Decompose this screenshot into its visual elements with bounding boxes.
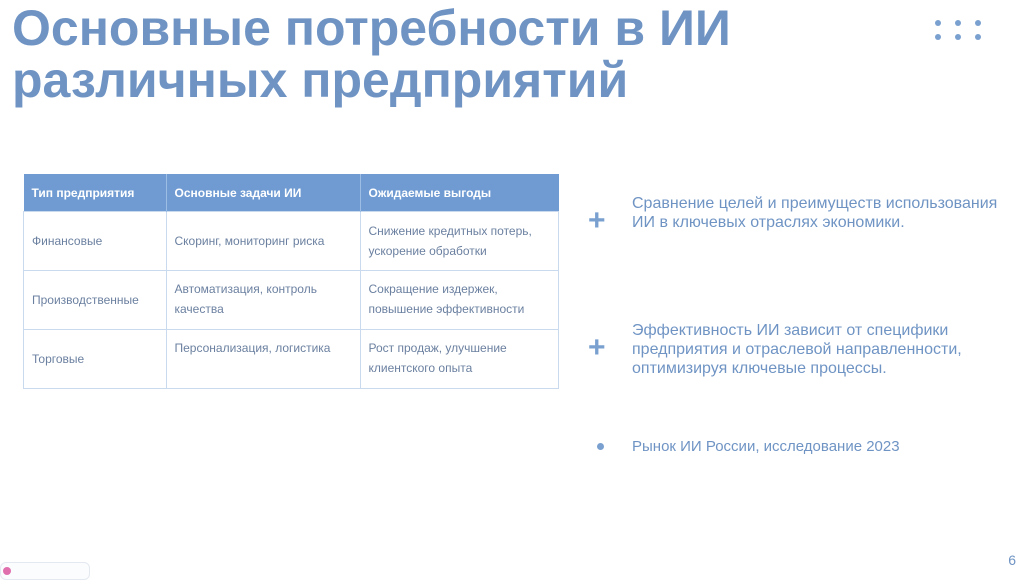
table-row	[24, 330, 559, 389]
table-cell: Автоматизация, контроль качества	[166, 271, 360, 330]
plus-icon: +	[588, 331, 606, 364]
table-cell: Снижение кредитных потерь, ускорение обработки	[360, 212, 559, 271]
table-cell: Производственные	[24, 271, 167, 330]
table-cell: Финансовые	[24, 212, 167, 271]
dot-icon	[597, 443, 604, 450]
slide-title	[12, 2, 731, 106]
header-ai-tasks: Основные задачи ИИ	[166, 174, 360, 212]
title-line-1: Основные потребности в ИИ	[12, 0, 731, 56]
title-line-2: различных предприятий	[12, 52, 629, 108]
enterprise-needs-table	[23, 174, 559, 389]
table-cell: Рост продаж, улучшение клиентского опыта	[360, 330, 559, 389]
table-cell: Торговые	[24, 330, 167, 389]
bullet-text-1: Сравнение целей и преимуществ использования ИИ в ключевых отраслях экономики.	[632, 195, 998, 231]
header-enterprise-type: Тип предприятия	[24, 174, 167, 212]
bullet-text-3: Рынок ИИ России, исследование 2023	[632, 438, 900, 455]
table-header-row	[24, 174, 559, 212]
table-cell: Сокращение издержек, повышение эффективности	[360, 271, 559, 330]
corner-widget[interactable]	[0, 562, 90, 580]
header-expected-benefits: Ожидаемые выгоды	[360, 174, 559, 212]
dots-decoration-icon	[935, 20, 981, 42]
table-row	[24, 212, 559, 271]
page-number: 6	[1008, 552, 1016, 568]
table-row	[24, 271, 559, 330]
table-cell: Персонализация, логистика	[166, 330, 360, 389]
bullet-text-2: Эффективность ИИ зависит от специфики предприятия и отраслевой направленности, оптимизируя ключевые процессы.	[632, 322, 962, 377]
plus-icon: +	[588, 204, 606, 237]
table-cell: Скоринг, мониторинг риска	[166, 212, 360, 271]
